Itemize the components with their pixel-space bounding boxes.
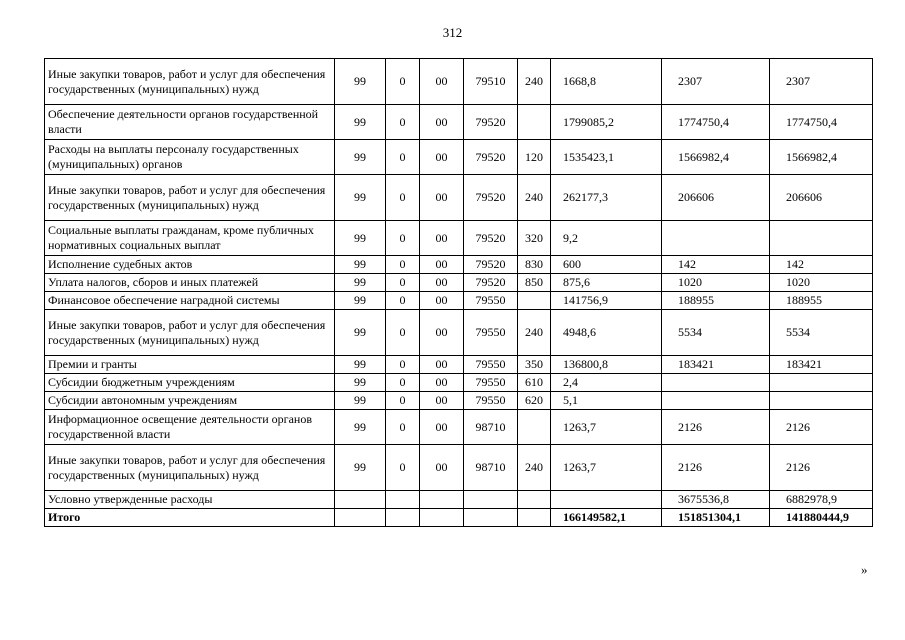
value-cell: 206606 [662, 175, 770, 221]
total-value-cell: 166149582,1 [551, 509, 662, 527]
table-row [45, 59, 873, 105]
row-name-cell: Иные закупки товаров, работ и услуг для обеспечения государственных (муниципальных) нужд [45, 59, 335, 105]
value-cell: 188955 [662, 292, 770, 310]
code-cell: 320 [518, 221, 551, 256]
value-cell: 1263,7 [551, 410, 662, 445]
value-cell: 183421 [770, 356, 873, 374]
code-cell: 0 [386, 356, 420, 374]
table-row [45, 105, 873, 140]
code-cell: 0 [386, 292, 420, 310]
code-cell: 00 [420, 292, 464, 310]
table-row [45, 356, 873, 374]
value-cell: 3675536,8 [662, 491, 770, 509]
code-cell: 99 [335, 292, 386, 310]
empty-cell [464, 509, 518, 527]
code-cell: 240 [518, 445, 551, 491]
code-cell: 0 [386, 105, 420, 140]
value-cell: 5534 [770, 310, 873, 356]
code-cell: 0 [386, 221, 420, 256]
value-cell: 2307 [770, 59, 873, 105]
code-cell [518, 410, 551, 445]
code-cell: 99 [335, 175, 386, 221]
value-cell: 5,1 [551, 392, 662, 410]
code-cell: 0 [386, 274, 420, 292]
value-cell [770, 374, 873, 392]
table-row [45, 256, 873, 274]
code-cell [518, 491, 551, 509]
closing-quote-mark: » [861, 562, 868, 577]
value-cell [770, 392, 873, 410]
code-cell: 99 [335, 140, 386, 175]
code-cell: 99 [335, 221, 386, 256]
value-cell [770, 221, 873, 256]
empty-cell [335, 509, 386, 527]
value-cell: 600 [551, 256, 662, 274]
value-cell: 142 [770, 256, 873, 274]
code-cell: 00 [420, 256, 464, 274]
value-cell: 2,4 [551, 374, 662, 392]
code-cell: 00 [420, 392, 464, 410]
row-name-cell: Иные закупки товаров, работ и услуг для обеспечения государственных (муниципальных) нужд [45, 175, 335, 221]
code-cell: 0 [386, 140, 420, 175]
value-cell: 1263,7 [551, 445, 662, 491]
value-cell: 1799085,2 [551, 105, 662, 140]
code-cell [335, 491, 386, 509]
value-cell: 2126 [770, 410, 873, 445]
value-cell: 262177,3 [551, 175, 662, 221]
value-cell: 1566982,4 [770, 140, 873, 175]
code-cell: 00 [420, 310, 464, 356]
table-row [45, 175, 873, 221]
code-cell: 79520 [464, 140, 518, 175]
row-name-cell: Субсидии автономным учреждениям [45, 392, 335, 410]
code-cell: 00 [420, 274, 464, 292]
value-cell [551, 491, 662, 509]
value-cell: 2126 [662, 410, 770, 445]
row-name-cell: Информационное освещение деятельности органов государственной власти [45, 410, 335, 445]
row-name-cell: Финансовое обеспечение наградной системы [45, 292, 335, 310]
value-cell: 141756,9 [551, 292, 662, 310]
code-cell: 120 [518, 140, 551, 175]
table-row [45, 292, 873, 310]
code-cell [518, 105, 551, 140]
row-name-cell: Иные закупки товаров, работ и услуг для обеспечения государственных (муниципальных) нужд [45, 310, 335, 356]
code-cell: 00 [420, 140, 464, 175]
code-cell: 850 [518, 274, 551, 292]
value-cell: 136800,8 [551, 356, 662, 374]
table-row [45, 410, 873, 445]
value-cell: 1535423,1 [551, 140, 662, 175]
row-name-cell: Расходы на выплаты персоналу государственных (муниципальных) органов [45, 140, 335, 175]
code-cell: 00 [420, 105, 464, 140]
code-cell: 79550 [464, 374, 518, 392]
code-cell: 79510 [464, 59, 518, 105]
code-cell: 0 [386, 410, 420, 445]
row-name-cell: Исполнение судебных актов [45, 256, 335, 274]
value-cell: 6882978,9 [770, 491, 873, 509]
code-cell: 99 [335, 256, 386, 274]
code-cell: 99 [335, 310, 386, 356]
value-cell: 2126 [662, 445, 770, 491]
code-cell: 99 [335, 59, 386, 105]
code-cell: 00 [420, 410, 464, 445]
code-cell: 610 [518, 374, 551, 392]
row-name-cell: Условно утвержденные расходы [45, 491, 335, 509]
code-cell: 240 [518, 59, 551, 105]
table-row [45, 445, 873, 491]
code-cell: 98710 [464, 410, 518, 445]
code-cell: 79520 [464, 256, 518, 274]
code-cell: 240 [518, 310, 551, 356]
code-cell: 79550 [464, 310, 518, 356]
table-row [45, 140, 873, 175]
total-value-cell: 151851304,1 [662, 509, 770, 527]
value-cell: 875,6 [551, 274, 662, 292]
code-cell [386, 491, 420, 509]
value-cell: 1020 [662, 274, 770, 292]
code-cell: 99 [335, 374, 386, 392]
value-cell: 2126 [770, 445, 873, 491]
code-cell: 99 [335, 410, 386, 445]
code-cell: 79520 [464, 105, 518, 140]
value-cell [662, 392, 770, 410]
row-name-cell: Уплата налогов, сборов и иных платежей [45, 274, 335, 292]
table-row [45, 310, 873, 356]
value-cell: 206606 [770, 175, 873, 221]
code-cell: 240 [518, 175, 551, 221]
code-cell: 00 [420, 356, 464, 374]
table-row [45, 274, 873, 292]
total-label: Итого [45, 509, 335, 527]
value-cell: 2307 [662, 59, 770, 105]
code-cell: 99 [335, 274, 386, 292]
table-row [45, 392, 873, 410]
code-cell [464, 491, 518, 509]
code-cell: 79520 [464, 175, 518, 221]
code-cell: 0 [386, 256, 420, 274]
row-name-cell: Социальные выплаты гражданам, кроме публичных нормативных социальных выплат [45, 221, 335, 256]
code-cell: 0 [386, 175, 420, 221]
row-name-cell: Обеспечение деятельности органов государственной власти [45, 105, 335, 140]
row-name-cell: Премии и гранты [45, 356, 335, 374]
value-cell: 1774750,4 [770, 105, 873, 140]
code-cell: 79550 [464, 356, 518, 374]
empty-cell [386, 509, 420, 527]
total-value-cell: 141880444,9 [770, 509, 873, 527]
table-row [45, 491, 873, 509]
value-cell: 5534 [662, 310, 770, 356]
value-cell: 1774750,4 [662, 105, 770, 140]
value-cell: 142 [662, 256, 770, 274]
row-name-cell: Субсидии бюджетным учреждениям [45, 374, 335, 392]
code-cell: 00 [420, 445, 464, 491]
code-cell: 98710 [464, 445, 518, 491]
value-cell: 1668,8 [551, 59, 662, 105]
code-cell: 99 [335, 105, 386, 140]
code-cell: 00 [420, 59, 464, 105]
code-cell: 0 [386, 59, 420, 105]
value-cell [662, 221, 770, 256]
code-cell [518, 292, 551, 310]
code-cell: 0 [386, 310, 420, 356]
empty-cell [420, 509, 464, 527]
budget-table [44, 58, 873, 527]
code-cell: 99 [335, 445, 386, 491]
code-cell: 00 [420, 374, 464, 392]
value-cell [662, 374, 770, 392]
code-cell [420, 491, 464, 509]
value-cell: 188955 [770, 292, 873, 310]
code-cell: 00 [420, 175, 464, 221]
code-cell: 620 [518, 392, 551, 410]
page-number: 312 [442, 25, 463, 40]
code-cell: 99 [335, 356, 386, 374]
code-cell: 99 [335, 392, 386, 410]
empty-cell [518, 509, 551, 527]
code-cell: 350 [518, 356, 551, 374]
code-cell: 00 [420, 221, 464, 256]
code-cell: 0 [386, 374, 420, 392]
value-cell: 1020 [770, 274, 873, 292]
code-cell: 0 [386, 392, 420, 410]
table-row [45, 221, 873, 256]
value-cell: 4948,6 [551, 310, 662, 356]
code-cell: 830 [518, 256, 551, 274]
row-name-cell: Иные закупки товаров, работ и услуг для обеспечения государственных (муниципальных) нужд [45, 445, 335, 491]
code-cell: 79550 [464, 392, 518, 410]
total-row [45, 509, 873, 527]
code-cell: 79550 [464, 292, 518, 310]
code-cell: 0 [386, 445, 420, 491]
value-cell: 183421 [662, 356, 770, 374]
code-cell: 79520 [464, 221, 518, 256]
value-cell: 1566982,4 [662, 140, 770, 175]
code-cell: 79520 [464, 274, 518, 292]
table-row [45, 374, 873, 392]
value-cell: 9,2 [551, 221, 662, 256]
